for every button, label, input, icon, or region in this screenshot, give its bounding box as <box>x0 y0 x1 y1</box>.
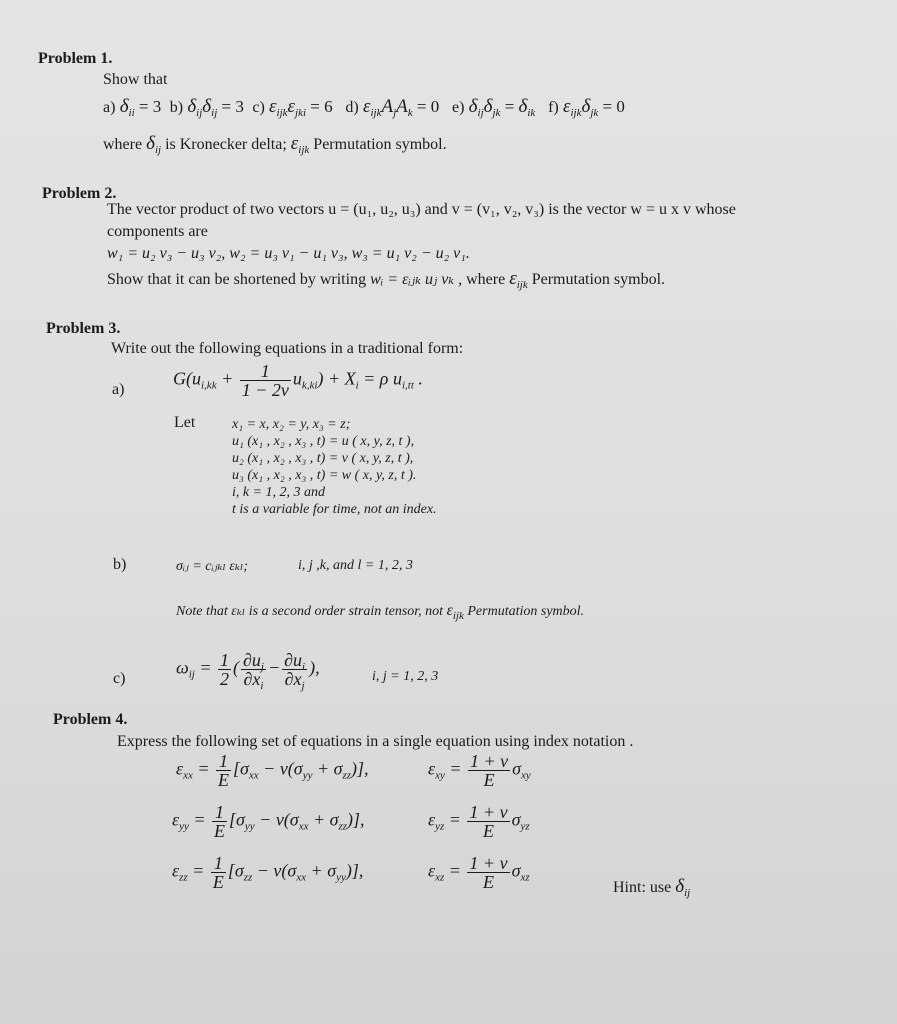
equation-4-shear-3: $\varepsilon_{xz}$ = $\frac{1 + \nu}{E}$ $\sigma_{xz}$ <box>428 853 530 892</box>
let-block <box>232 416 437 518</box>
equation-3b: σᵢⱼ = cᵢⱼₖₗ εₖₗ; <box>176 559 249 574</box>
part-f-label: f) <box>548 99 559 116</box>
equation-4-row-3: $\varepsilon_{zz}$ = $\frac{1}{E}$ $[\sigma_{zz} - \nu(\sigma_{xx} + \sigma_{yy})]$, <box>172 853 364 892</box>
part-3a-label: a) <box>112 381 125 398</box>
where-text: where <box>103 136 143 153</box>
shorten-text: Show that it can be shortened by writing <box>107 271 367 288</box>
let-line: i, k = 1, 2, 3 and <box>232 485 326 500</box>
part-c-rhs: = 6 <box>310 97 333 116</box>
equation-4-shear-1: $\varepsilon_{xy}$ = $\frac{1 + \nu}{E}$ $\sigma_{xy}$ <box>428 751 531 790</box>
part-3c-label: c) <box>113 670 126 687</box>
index-form: wᵢ = εᵢⱼₖ uⱼ vₖ , <box>370 271 463 288</box>
let-line: u₂ (x₁ , x₂ , x₃ , t) = v ( x, y, z, t ), <box>232 451 414 466</box>
problem-4-intro: Express the following set of equations in a single equation using index notation . <box>117 733 634 750</box>
permutation-text-2: Permutation symbol. <box>531 271 666 288</box>
equation-4-shear-2: $\varepsilon_{yz}$ = $\frac{1 + \nu}{E}$ $\sigma_{yz}$ <box>428 802 530 841</box>
hint-text: Hint: use <box>613 879 672 896</box>
note-permutation: Permutation symbol. <box>467 604 585 619</box>
problem-3-heading: Problem 3. <box>46 320 121 337</box>
equation-3c-range: i, j = 1, 2, 3 <box>372 669 439 684</box>
part-e-rhs: = <box>504 97 515 116</box>
note-line: Note that εₖₗ is a second order strain tensor, not $\varepsilon_{ijk}$ Permutation symbol. <box>176 602 585 622</box>
let-line: u₁ (x₁ , x₂ , x₃ , t) = u ( x, y, z, t ), <box>232 434 415 449</box>
permutation-text: Permutation symbol. <box>313 136 447 153</box>
problem-2-line-1: The vector product of two vectors u = (u₁, u₂, u₃) and v = (v₁, v₂, v₃) is the vector w = u x v whose <box>107 201 736 218</box>
problem-1-intro: Show that <box>103 71 168 88</box>
problem-1-where-line: where $\delta_{ij}$ is Kronecker delta; $\varepsilon_{ijk}$ Permutation symbol. <box>103 133 447 156</box>
part-d-rhs: = 0 <box>416 97 440 116</box>
problem-1-heading: Problem 1. <box>38 50 113 67</box>
part-b-label: b) <box>169 99 184 116</box>
part-a-label: a) <box>103 99 116 116</box>
part-b-rhs: = 3 <box>221 97 244 116</box>
problem-2-line-3: w₁ = u₂ v₃ − u₃ v₂, w₂ = u₃ v₁ − u₁ v₃, w₃ = u₁ v₂ − u₂ v₁. <box>107 245 470 262</box>
problem-1-equations: a) $\delta_{ii} = 3$ b) $\delta_{ij}\delta_{ij} = 3$ c) $\varepsilon_{ijk}\varepsilon_{jki} = 6$ d) $\varepsilon_{ijk}A_jA_k = 0$ e) $\delta_{ij}\delta_{jk} = \delta_{ik}$ f) $\varepsilon_{ijk}\delta_{jk} = 0$ <box>103 96 625 119</box>
part-3b-label: b) <box>113 556 127 573</box>
problem-2-line-4: Show that it can be shortened by writing wᵢ = εᵢⱼₖ uⱼ vₖ , where $\varepsilon_{ijk}$ Permutation symbol. <box>107 268 666 291</box>
equation-4-row-2: $\varepsilon_{yy}$ = $\frac{1}{E}$ $[\sigma_{yy} - \nu(\sigma_{xx} + \sigma_{zz})]$, <box>172 802 365 841</box>
equation-4-row-1: $\varepsilon_{xx}$ = $\frac{1}{E}$ $[\sigma_{xx} - \nu(\sigma_{yy} + \sigma_{zz})]$, <box>176 751 369 790</box>
equation-3c: $\omega_{ij}$ = $\frac{1}{2}$ ( $\frac{\partial u_j}{\partial x_i}$ − $\frac{\partial u_i}{\partial x_j}$ ), <box>176 650 320 692</box>
hint: Hint: use $\delta_{ij}$ <box>613 876 691 899</box>
note-text: Note that εₖₗ is a second order strain tensor, not <box>176 604 444 619</box>
let-line: t is a variable for time, not an index. <box>232 502 437 517</box>
part-d-label: d) <box>345 99 359 116</box>
kronecker-text: is Kronecker delta; <box>165 136 287 153</box>
part-a-rhs: = 3 <box>138 97 162 116</box>
part-e-label: e) <box>451 99 465 116</box>
part-c-label: c) <box>252 99 265 116</box>
let-line: u₃ (x₁ , x₂ , x₃ , t) = w ( x, y, z, t ). <box>232 468 417 483</box>
equation-3b-range: i, j ,k, and l = 1, 2, 3 <box>298 558 413 573</box>
where-text-2: where <box>466 271 506 288</box>
problem-3-intro: Write out the following equations in a traditional form: <box>111 340 464 357</box>
let-label: Let <box>174 414 196 431</box>
let-line: x₁ = x, x₂ = y, x₃ = z; <box>232 417 351 432</box>
problem-2-line-2: components are <box>107 223 208 240</box>
problem-2-heading: Problem 2. <box>42 185 117 202</box>
problem-4-heading: Problem 4. <box>53 711 128 728</box>
part-f-rhs: = 0 <box>602 97 625 116</box>
equation-3a: $G(u_{i,kk}$ + $\frac{1}{1 - 2\nu}$ $u_{k,ki}) + X_i = \rho$ $u_{i,tt}$ . <box>173 361 423 400</box>
